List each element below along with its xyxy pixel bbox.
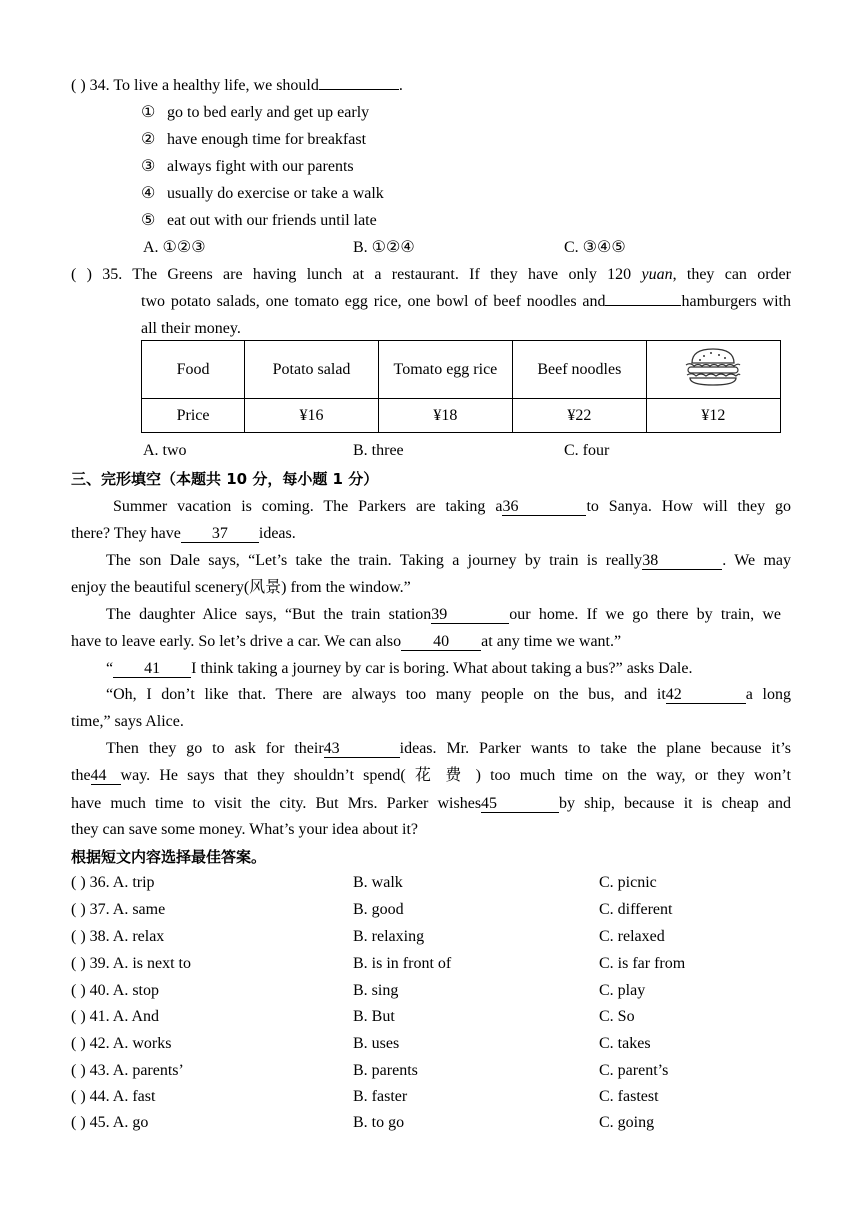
q34-blank[interactable] xyxy=(319,89,399,90)
question-row xyxy=(71,1113,791,1133)
option-b[interactable]: B. faster xyxy=(353,1088,408,1105)
q35-blank[interactable] xyxy=(605,305,681,306)
q35-option-a[interactable]: A. two xyxy=(143,442,187,459)
row-label-price: Price xyxy=(142,399,245,433)
price-potato-salad: ¥16 xyxy=(245,399,379,433)
q34-option-a[interactable]: A. ①②③ xyxy=(143,239,206,256)
q35-option-b[interactable]: B. three xyxy=(353,442,404,459)
passage-line: Then they go to ask for their43 ideas. Mr. Parker wants to take the plane because it’s xyxy=(106,740,791,757)
header-potato-salad: Potato salad xyxy=(245,341,379,399)
price-tomato-egg-rice: ¥18 xyxy=(378,399,512,433)
q34-option-c[interactable]: C. ③④⑤ xyxy=(564,239,626,256)
header-food: Food xyxy=(142,341,245,399)
option-a[interactable]: ( ) 38. A. relax xyxy=(71,928,165,945)
q34-stem: ( ) 34. To live a healthy life, we should . xyxy=(71,77,403,94)
price-beef-noodles: ¥22 xyxy=(512,399,646,433)
q34-item-1: ① go to bed early and get up early xyxy=(141,104,370,121)
header-hamburger-image xyxy=(646,341,780,399)
food-price-table xyxy=(141,340,781,433)
question-row xyxy=(71,1087,791,1107)
option-b[interactable]: B. good xyxy=(353,901,404,918)
blank-36: 36 xyxy=(502,498,586,516)
option-b[interactable]: B. sing xyxy=(353,982,399,999)
option-c[interactable]: C. takes xyxy=(599,1035,651,1052)
blank-39: 39 xyxy=(431,606,509,624)
passage-line: The daughter Alice says, “But the train station39 our home. If we go there by train, we xyxy=(106,606,782,623)
q34-text: 34. To live a healthy life, we should xyxy=(89,77,319,94)
option-a[interactable]: ( ) 44. A. fast xyxy=(71,1088,156,1105)
option-c[interactable]: C. is far from xyxy=(599,955,686,972)
passage-line: the44 way. He says that they shouldn’t spend( 花 费 ) too much time on the way, or they won’t xyxy=(71,767,791,784)
blank-40: 40 xyxy=(401,633,481,651)
option-c[interactable]: C. going xyxy=(599,1114,655,1131)
blank-44: 44 xyxy=(91,767,121,785)
blank-41: 41 xyxy=(113,660,191,678)
question-row xyxy=(71,1007,791,1027)
passage-line: The son Dale says, “Let’s take the train. Taking a journey by train is really38 . We may xyxy=(106,552,791,569)
question-row xyxy=(71,1034,791,1054)
option-c[interactable]: C. picnic xyxy=(599,874,657,891)
blank-38: 38 xyxy=(642,552,722,570)
passage-line: Summer vacation is coming. The Parkers are taking a36 to Sanya. How will they go xyxy=(113,498,792,515)
header-tomato-egg-rice: Tomato egg rice xyxy=(378,341,512,399)
option-c[interactable]: C. So xyxy=(599,1008,635,1025)
q35-option-c[interactable]: C. four xyxy=(564,442,610,459)
passage-line: have to leave early. So let’s drive a car. We can also 40 at any time we want.” xyxy=(71,633,622,650)
option-b[interactable]: B. But xyxy=(353,1008,395,1025)
answer-paren[interactable]: ( ) xyxy=(71,77,86,94)
option-a[interactable]: ( ) 36. A. trip xyxy=(71,874,155,891)
passage-line: “ 41 I think taking a journey by car is boring. What about taking a bus?” asks Dale. xyxy=(106,660,693,677)
question-row xyxy=(71,873,791,893)
passage-line: “Oh, I don’t like that. There are always too many people on the bus, and it42 a long xyxy=(106,686,792,703)
option-a[interactable]: ( ) 37. A. same xyxy=(71,901,166,918)
option-b[interactable]: B. relaxing xyxy=(353,928,425,945)
passage-line: have much time to visit the city. But Mrs. Parker wishes45 by ship, because it is cheap and xyxy=(71,795,791,812)
question-row xyxy=(71,927,791,947)
hamburger-icon xyxy=(680,345,746,389)
option-a[interactable]: ( ) 41. A. And xyxy=(71,1008,159,1025)
blank-37: 37 xyxy=(181,525,259,543)
option-c[interactable]: C. different xyxy=(599,901,673,918)
passage-line: they can save some money. What’s your idea about it? xyxy=(71,821,419,838)
option-c[interactable]: C. fastest xyxy=(599,1088,659,1105)
q34-item-5: ⑤ eat out with our friends until late xyxy=(141,212,377,229)
instruction: 根据短文内容选择最佳答案。 xyxy=(71,848,267,866)
option-a[interactable]: ( ) 39. A. is next to xyxy=(71,955,191,972)
price-hamburger: ¥12 xyxy=(646,399,780,433)
option-c[interactable]: C. parent’s xyxy=(599,1062,669,1079)
option-a[interactable]: ( ) 40. A. stop xyxy=(71,982,159,999)
passage-line: time,” says Alice. xyxy=(71,713,184,730)
question-row xyxy=(71,900,791,920)
q35-line-1: ( ) 35. The Greens are having lunch at a restaurant. If they have only 120 yuan, they can order xyxy=(71,266,791,283)
option-b[interactable]: B. to go xyxy=(353,1114,405,1131)
passage-line: there? They have 37 ideas. xyxy=(71,525,296,542)
option-b[interactable]: B. uses xyxy=(353,1035,400,1052)
option-b[interactable]: B. is in front of xyxy=(353,955,452,972)
q34-item-4: ④ usually do exercise or take a walk xyxy=(141,185,384,202)
option-b[interactable]: B. parents xyxy=(353,1062,418,1079)
option-a[interactable]: ( ) 42. A. works xyxy=(71,1035,172,1052)
option-c[interactable]: C. relaxed xyxy=(599,928,665,945)
option-c[interactable]: C. play xyxy=(599,982,646,999)
question-row xyxy=(71,981,791,1001)
blank-42: 42 xyxy=(666,686,746,704)
header-beef-noodles: Beef noodles xyxy=(512,341,646,399)
option-a[interactable]: ( ) 43. A. parents’ xyxy=(71,1062,184,1079)
q35-line-3: all their money. xyxy=(141,320,241,337)
section-heading: 三、完形填空（本题共 10 分，每小题 1 分） xyxy=(71,470,379,488)
blank-43: 43 xyxy=(324,740,400,758)
q34-item-2: ② have enough time for breakfast xyxy=(141,131,367,148)
question-row xyxy=(71,1061,791,1081)
blank-45: 45 xyxy=(481,795,559,813)
q34-option-b[interactable]: B. ①②④ xyxy=(353,239,415,256)
passage-line: enjoy the beautiful scenery(风景) from the window.” xyxy=(71,579,411,596)
option-a[interactable]: ( ) 45. A. go xyxy=(71,1114,149,1131)
option-b[interactable]: B. walk xyxy=(353,874,403,891)
q35-line-2: two potato salads, one tomato egg rice, one bowl of beef noodles and hamburgers with xyxy=(141,293,791,310)
q34-item-3: ③ always fight with our parents xyxy=(141,158,354,175)
question-row xyxy=(71,954,791,974)
